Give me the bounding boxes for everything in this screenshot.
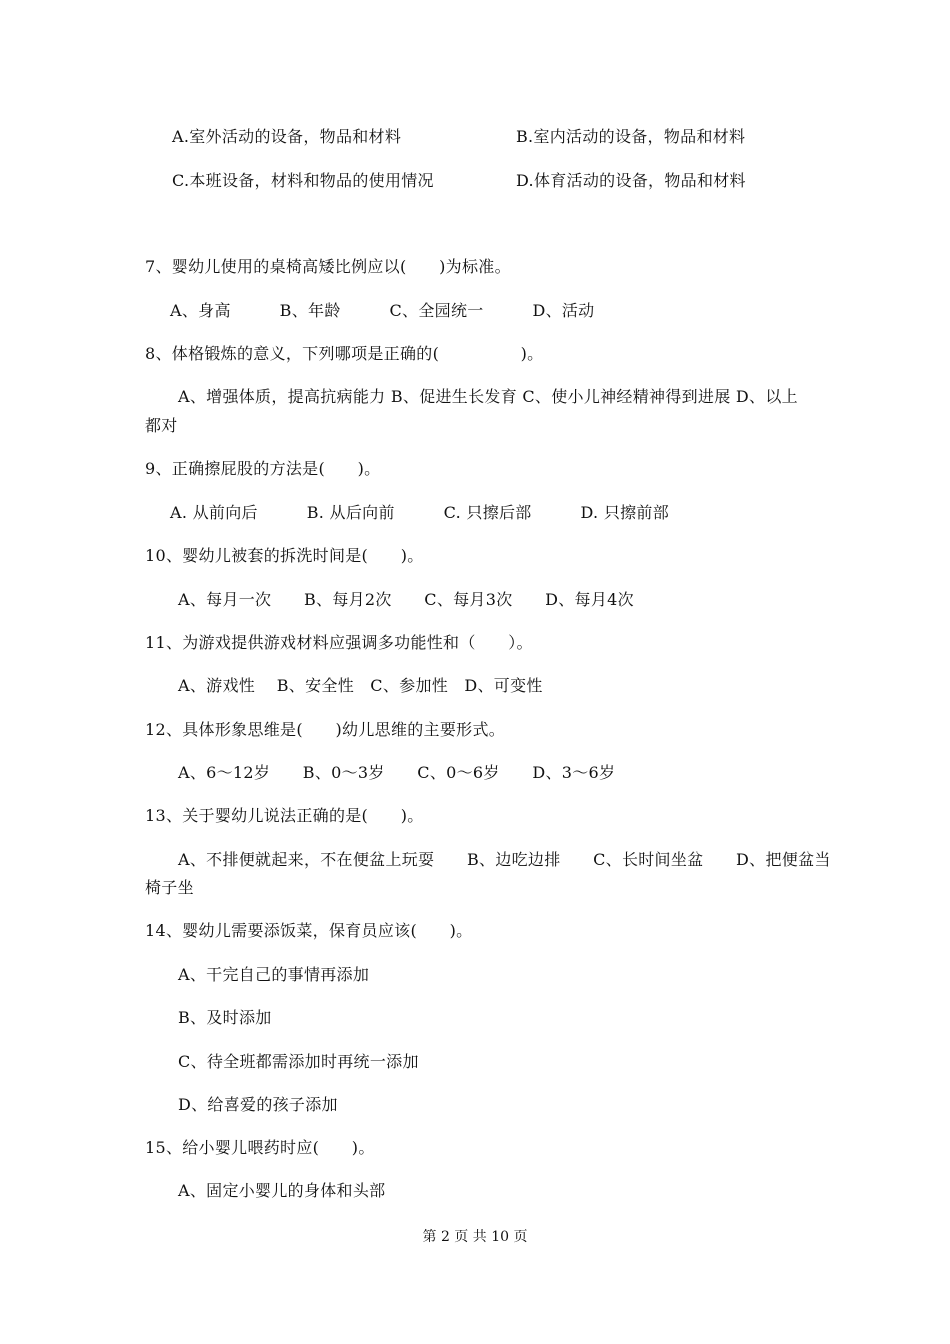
q11-text: 11、为游戏提供游戏材料应强调多功能性和（ ）。 — [145, 633, 533, 652]
q13-options-line2: 椅子坐 — [145, 878, 194, 897]
q6-option-b: B.室内活动的设备，物品和材料 — [516, 127, 746, 146]
q8-text: 8、体格锻炼的意义，下列哪项是正确的( )。 — [145, 344, 544, 363]
q7-text: 7、婴幼儿使用的桌椅高矮比例应以( )为标准。 — [145, 257, 511, 276]
q14-option-c: C、待全班都需添加时再统一添加 — [178, 1052, 419, 1071]
q15-text: 15、给小婴儿喂药时应( )。 — [145, 1138, 375, 1157]
q15-option-a: A、固定小婴儿的身体和头部 — [178, 1181, 386, 1200]
q6-option-d: D.体育活动的设备，物品和材料 — [516, 171, 746, 190]
q14-option-d: D、给喜爱的孩子添加 — [178, 1095, 338, 1114]
q10-options: A、每月一次 B、每月2次 C、每月3次 D、每月4次 — [178, 590, 634, 609]
q10-text: 10、婴幼儿被套的拆洗时间是( )。 — [145, 546, 424, 565]
q14-option-a: A、干完自己的事情再添加 — [178, 965, 370, 984]
q13-text: 13、关于婴幼儿说法正确的是( )。 — [145, 806, 424, 825]
q6-option-a: A.室外活动的设备，物品和材料 — [172, 127, 402, 146]
q8-options-line2: 都对 — [145, 416, 178, 435]
q12-text: 12、具体形象思维是( )幼儿思维的主要形式。 — [145, 720, 506, 739]
q7-options: A、身高 B、年龄 C、全园统一 D、活动 — [170, 301, 595, 320]
page-footer: 第 2 页 共 10 页 — [422, 1229, 528, 1245]
q8-options-line1: A、增强体质，提高抗病能力 B、促进生长发育 C、使小儿神经精神得到进展 D、以上 — [178, 387, 798, 406]
q14-text: 14、婴幼儿需要添饭菜，保育员应该( )。 — [145, 921, 473, 940]
q6-option-c: C.本班设备，材料和物品的使用情况 — [172, 171, 434, 190]
q12-options: A、6～12岁 B、0～3岁 C、0～6岁 D、3～6岁 — [178, 763, 616, 782]
q14-option-b: B、及时添加 — [178, 1008, 272, 1027]
q13-options-line1: A、不排便就起来，不在便盆上玩耍 B、边吃边排 C、长时间坐盆 D、把便盆当 — [178, 850, 831, 869]
q9-options: A. 从前向后 B. 从后向前 C. 只擦后部 D. 只擦前部 — [170, 503, 670, 522]
q9-text: 9、正确擦屁股的方法是( )。 — [145, 459, 381, 478]
q11-options: A、游戏性 B、安全性 C、参加性 D、可变性 — [178, 676, 543, 695]
